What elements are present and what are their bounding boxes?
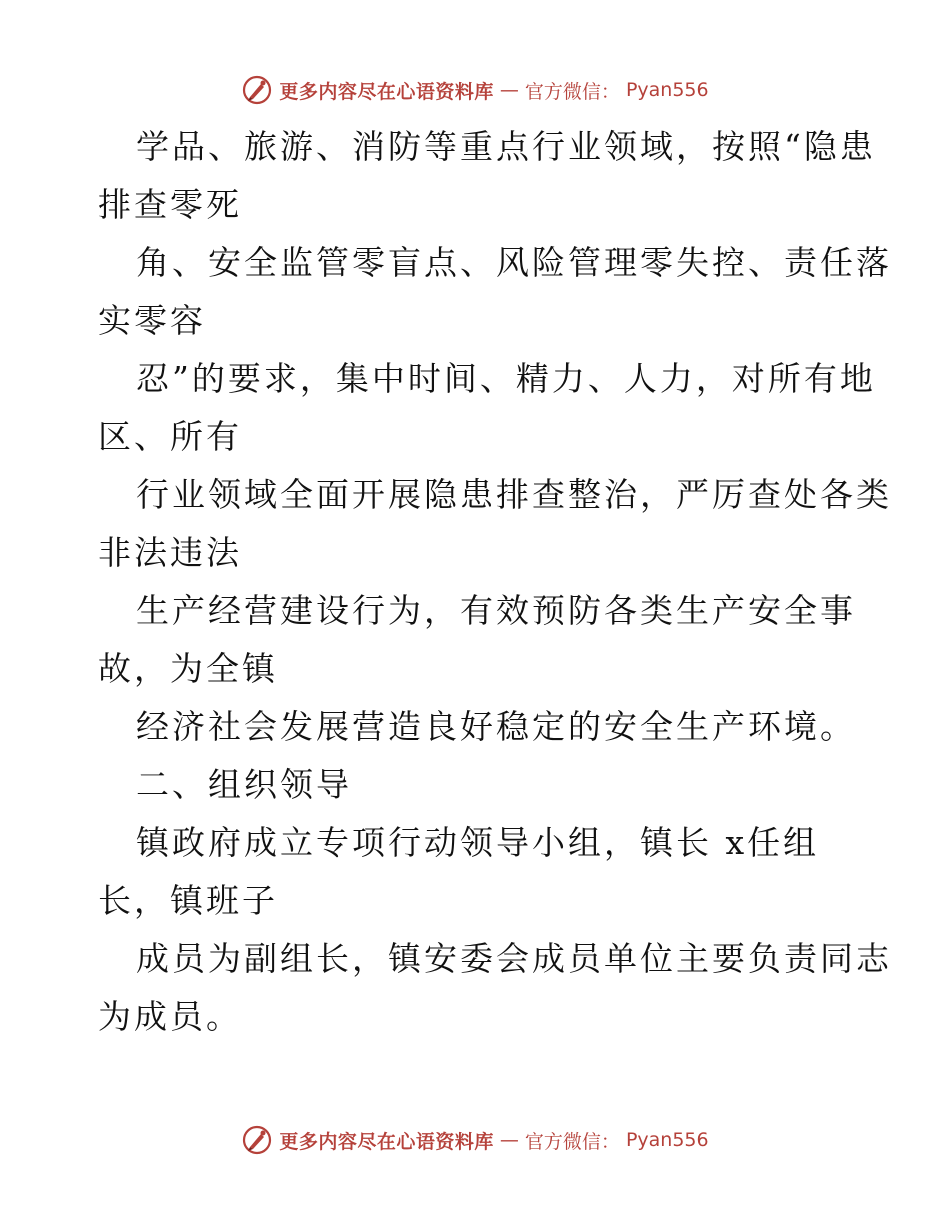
text-line: 行业领域全面开展隐患排查整治，严厉查处各类 [136, 475, 892, 514]
watermark-wechat-id: Pyan556 [625, 79, 709, 101]
watermark-wechat-label: 官方微信： [524, 80, 620, 103]
text-line: 区、所有 [98, 417, 242, 456]
watermark-text: 更多内容尽在心语资料库 [279, 1130, 494, 1153]
text-line: 故，为全镇 [98, 649, 278, 688]
watermark-wechat-label: 官方微信： [524, 1130, 620, 1153]
text-line: 非法违法 [98, 533, 242, 572]
text-line: 生产经营建设行为，有效预防各类生产安全事 [136, 591, 856, 630]
watermark-footer [0, 1120, 950, 1160]
text-line: 排查零死 [98, 185, 242, 224]
pen-logo-icon [241, 74, 273, 106]
watermark-separator: — [499, 79, 519, 101]
text-line: 镇政府成立专项行动领导小组，镇长 x任组 [136, 823, 820, 862]
text-line: 学品、旅游、消防等重点行业领域，按照“隐患 [136, 127, 876, 166]
watermark-header [0, 70, 950, 110]
document-body [98, 118, 892, 1046]
watermark-wechat-id: Pyan556 [625, 1129, 709, 1151]
text-line: 成员为副组长，镇安委会成员单位主要负责同志 [136, 939, 892, 978]
section-heading: 二、组织领导 [136, 765, 352, 804]
text-line: 实零容 [98, 301, 206, 340]
text-line: 经济社会发展营造良好稳定的安全生产环境。 [136, 707, 856, 746]
watermark-text: 更多内容尽在心语资料库 [279, 80, 494, 103]
pen-logo-icon [241, 1124, 273, 1156]
watermark-separator: — [499, 1129, 519, 1151]
text-line: 为成员。 [98, 997, 242, 1036]
text-line: 忍”的要求，集中时间、精力、人力，对所有地 [136, 359, 876, 398]
text-line: 角、安全监管零盲点、风险管理零失控、责任落 [136, 243, 892, 282]
text-line: 长，镇班子 [98, 881, 278, 920]
